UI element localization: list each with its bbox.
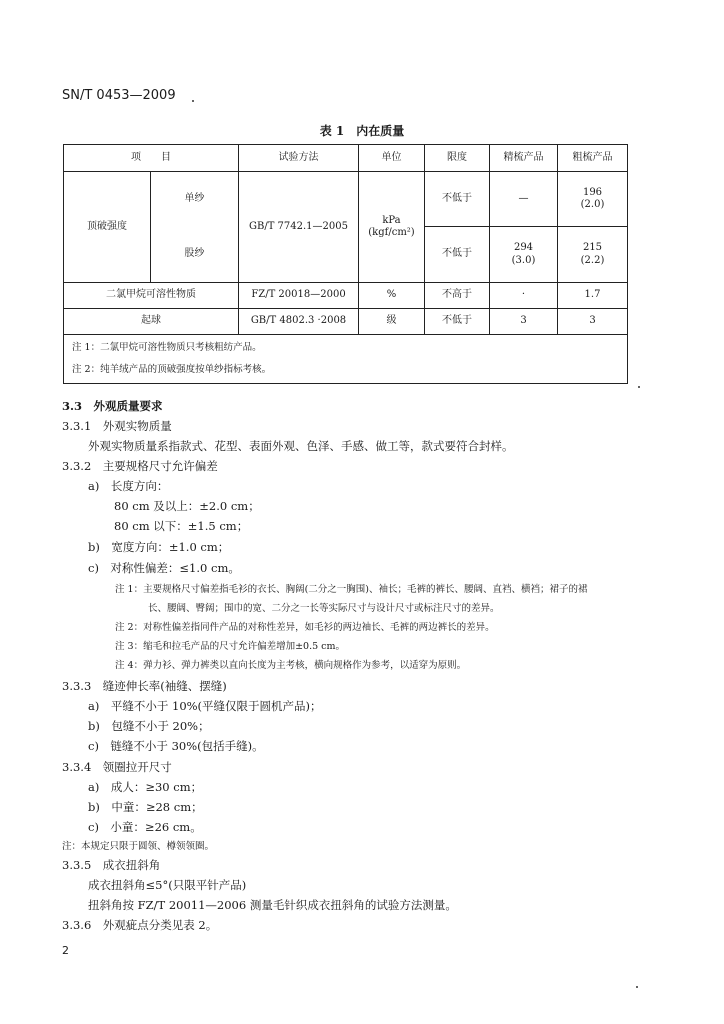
- dcm-method: FZ/T 20018—2000: [239, 283, 359, 309]
- ply-fine-kgf: (3.0): [511, 254, 536, 266]
- table-row: [64, 283, 628, 309]
- dcm-unit: %: [359, 283, 425, 309]
- list-item: 80 cm 以下：±1.5 cm；: [114, 519, 249, 533]
- unit-kgf: (kgf/cm²): [368, 227, 415, 238]
- section-3-3-4-heading: 3.3.4 领圈拉开尺寸: [62, 760, 172, 774]
- header-limit: 限度: [425, 145, 490, 172]
- scan-dot: [192, 100, 194, 102]
- section-3-3-5-heading: 3.3.5 成衣扭斜角: [62, 858, 161, 872]
- dcm-fine: ·: [490, 283, 558, 309]
- note-4: 注 4：弹力衫、弹力裤类以直向长度为主考核，横向规格作为参考，以适穿为原则。: [115, 660, 467, 671]
- ply-coarse: [558, 227, 628, 283]
- table-row: [64, 172, 628, 227]
- ply-fine: [490, 227, 558, 283]
- ply-coarse-kgf: (2.2): [580, 254, 605, 266]
- list-item: 80 cm 及以上：±2.0 cm；: [114, 499, 260, 513]
- standard-code: SN/T 0453—2009: [62, 88, 176, 103]
- table-row: [64, 309, 628, 335]
- list-item: c) 小童：≥26 cm。: [88, 820, 202, 834]
- table-header-row: [64, 145, 628, 172]
- ply-limit: 不低于: [425, 227, 490, 283]
- list-item: c) 对称性偏差：≤1.0 cm。: [88, 561, 240, 575]
- pilling-fine: 3: [490, 309, 558, 335]
- header-item: 项 目: [64, 145, 239, 172]
- internal-quality-table: [63, 144, 628, 384]
- table-note-1: 注 1：二氯甲烷可溶性物质只考核粗纺产品。: [72, 342, 262, 353]
- note-2: 注 2：对称性偏差指同件产品的对称性差异，如毛衫的两边袖长、毛裤的两边裤长的差异。: [115, 622, 495, 633]
- unit-kpa: kPa: [382, 214, 401, 226]
- single-fine: —: [490, 172, 558, 227]
- header-unit: 单位: [359, 145, 425, 172]
- single-limit: 不低于: [425, 172, 490, 227]
- ply-fine-kpa: 294: [513, 242, 534, 253]
- single-yarn-label: 单纱: [151, 172, 239, 227]
- single-coarse-kgf: (2.0): [580, 199, 605, 210]
- scan-dot: [638, 386, 640, 388]
- header-fine: 精梳产品: [490, 145, 558, 172]
- note-1-line-1: 注 1：主要规格尺寸偏差指毛衫的衣长、胸阔(二分之一胸围)、袖长；毛裤的裤长、腰阔、直裆、横裆；裙子的裙: [115, 584, 588, 595]
- pilling-unit: 级: [359, 309, 425, 335]
- bursting-unit: [359, 172, 425, 283]
- note-3: 注 3：缩毛和拉毛产品的尺寸允许偏差增加±0.5 cm。: [115, 641, 345, 652]
- list-item: b) 宽度方向：±1.0 cm；: [88, 540, 230, 554]
- section-3-3-1-text: 外观实物质量系指款式、花型、表面外观、色泽、手感、做工等，款式要符合封样。: [88, 439, 514, 453]
- ply-coarse-kpa: 215: [582, 242, 603, 253]
- table-title: 表 1 内在质量: [319, 124, 405, 138]
- bursting-method: GB/T 7742.1—2005: [239, 172, 359, 283]
- dcm-label: 二氯甲烷可溶性物质: [64, 283, 239, 309]
- ply-yarn-label: 股纱: [151, 227, 239, 283]
- note-1-line-2: 长、腰阔、臀阔；围巾的宽、二分之一长等实际尺寸与设计尺寸或标注尺寸的差异。: [148, 603, 500, 614]
- note-collar: 注：本规定只限于圆领、樽领领圈。: [62, 841, 215, 852]
- table-note-2: 注 2：纯羊绒产品的顶破强度按单纱指标考核。: [72, 364, 272, 375]
- page-number: 2: [62, 944, 69, 957]
- dcm-coarse: 1.7: [558, 283, 628, 309]
- section-3-3-3-heading: 3.3.3 缝迹伸长率(袖缝、摆缝): [62, 679, 227, 693]
- table-notes-row: [64, 335, 628, 384]
- paragraph: 成衣扭斜角≤5°(只限平针产品): [88, 878, 247, 892]
- section-3-3-2-heading: 3.3.2 主要规格尺寸允许偏差: [62, 459, 218, 473]
- list-item: c) 链缝不小于 30%(包括手缝)。: [88, 739, 264, 753]
- pilling-limit: 不低于: [425, 309, 490, 335]
- pilling-coarse: 3: [558, 309, 628, 335]
- list-item: a) 平缝不小于 10%(平缝仅限于圆机产品)；: [88, 699, 322, 713]
- list-item: a) 成人：≥30 cm；: [88, 780, 203, 794]
- list-item: a) 长度方向：: [88, 479, 169, 493]
- dcm-limit: 不高于: [425, 283, 490, 309]
- single-coarse: [558, 172, 628, 227]
- section-3-3-6-heading: 3.3.6 外观疵点分类见表 2。: [62, 918, 218, 932]
- list-item: b) 包缝不小于 20%；: [88, 719, 210, 733]
- header-method: 试验方法: [239, 145, 359, 172]
- list-item: b) 中童：≥28 cm；: [88, 800, 203, 814]
- table-notes: [64, 335, 628, 384]
- scan-dot: [636, 986, 638, 988]
- paragraph: 扭斜角按 FZ/T 20011—2006 测量毛针织成衣扭斜角的试验方法测量。: [88, 898, 457, 912]
- single-coarse-kpa: 196: [582, 186, 603, 198]
- header-coarse: 粗梳产品: [558, 145, 628, 172]
- pilling-method: GB/T 4802.3 ·2008: [239, 309, 359, 335]
- bursting-label: 顶破强度: [64, 172, 151, 283]
- pilling-label: 起球: [64, 309, 239, 335]
- section-3-3-heading: 3.3 外观质量要求: [62, 399, 163, 413]
- section-3-3-1-heading: 3.3.1 外观实物质量: [62, 419, 172, 433]
